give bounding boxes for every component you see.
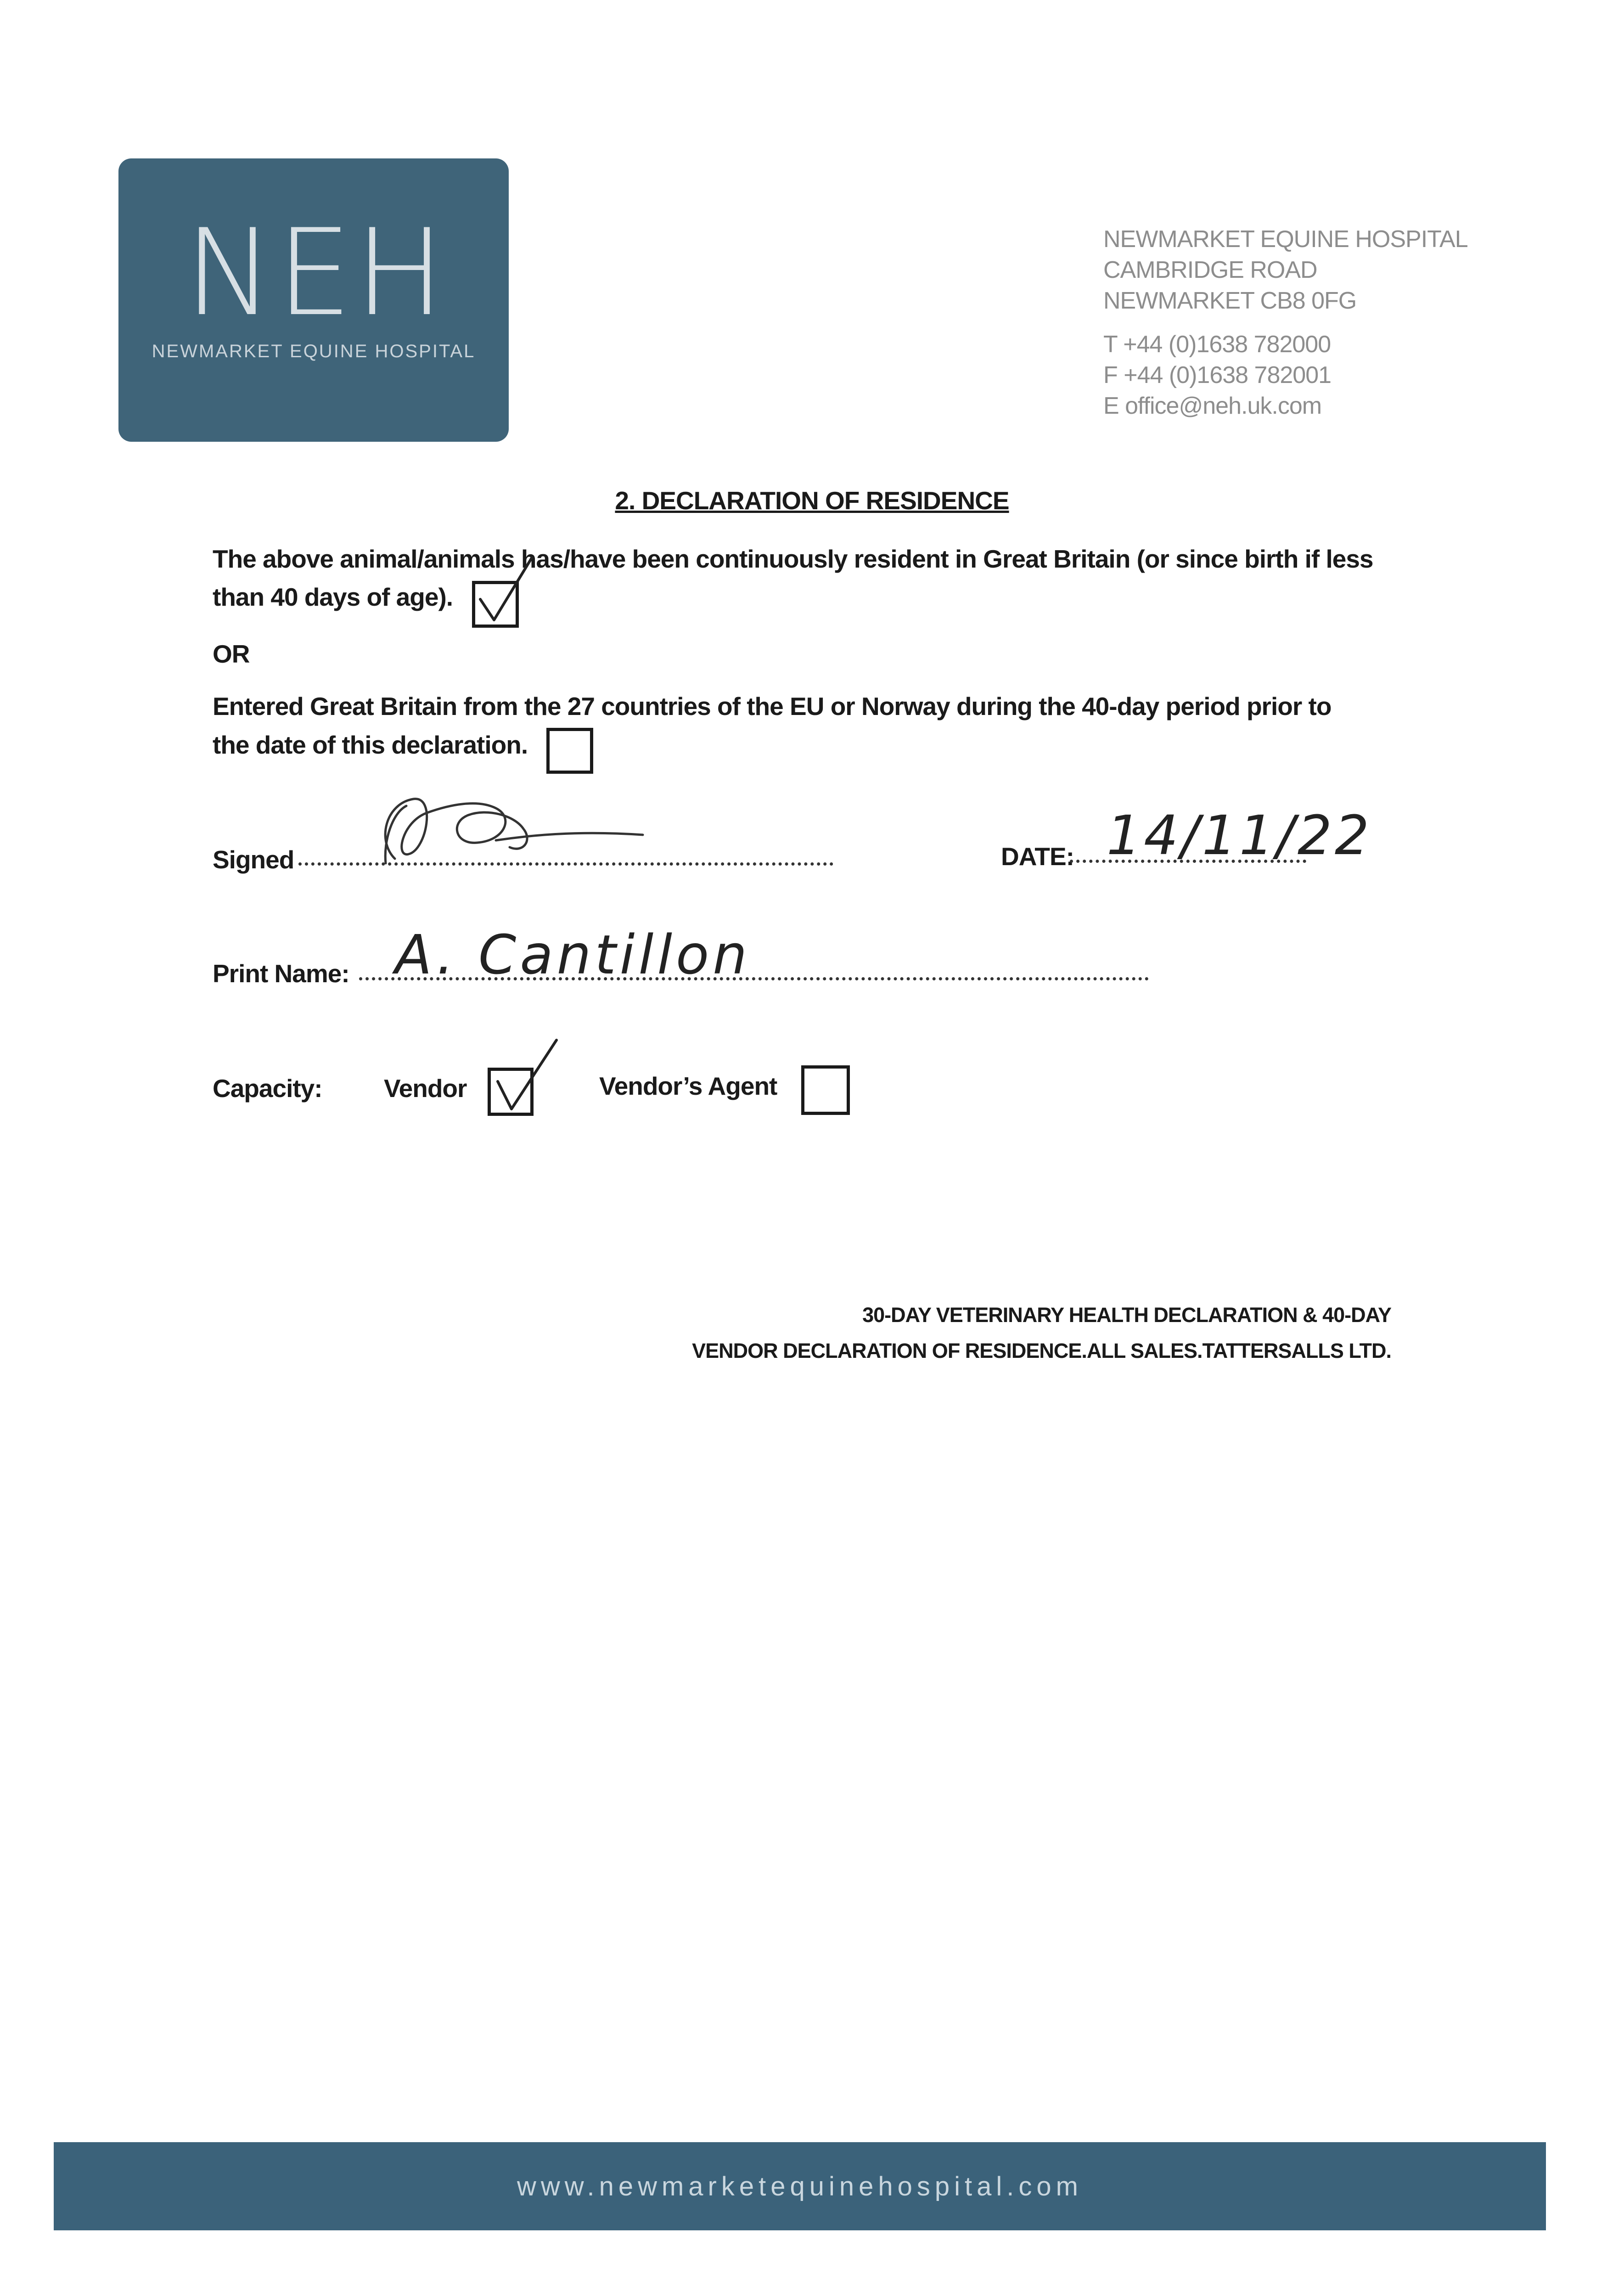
print-name-value: A. Cantillon bbox=[395, 923, 751, 986]
website-url[interactable]: www.newmarketequinehospital.com bbox=[517, 2171, 1083, 2201]
option1-check-mark bbox=[472, 556, 550, 634]
option1-line1: The above animal/animals has/have been continuously resident in Great Britain (or since birth if less bbox=[213, 545, 1373, 573]
vendor-check-mark bbox=[488, 1035, 570, 1118]
section-heading: 2. DECLARATION OF RESIDENCE bbox=[615, 486, 1009, 515]
address-email: E office@neh.uk.com bbox=[1103, 393, 1322, 419]
address-line-2: CAMBRIDGE ROAD bbox=[1103, 257, 1317, 283]
capacity-label: Capacity: bbox=[213, 1074, 322, 1103]
print-name-label: Print Name: bbox=[213, 959, 349, 988]
option2-line2: the date of this declaration. bbox=[213, 731, 528, 759]
agent-checkbox[interactable] bbox=[801, 1065, 850, 1115]
form-footer-line-1: 30-DAY VETERINARY HEALTH DECLARATION & 40-DAY bbox=[862, 1303, 1391, 1327]
address-fax: F +44 (0)1638 782001 bbox=[1103, 362, 1332, 388]
address-phone: T +44 (0)1638 782000 bbox=[1103, 331, 1331, 358]
address-line-3: NEWMARKET CB8 0FG bbox=[1103, 287, 1357, 314]
address-block bbox=[1103, 224, 1517, 422]
form-footer-line-2: VENDOR DECLARATION OF RESIDENCE.ALL SALES.TATTERSALLS LTD. bbox=[692, 1339, 1391, 1362]
form-footer bbox=[597, 1297, 1391, 1369]
option2-line1: Entered Great Britain from the 27 countries of the EU or Norway during the 40-day period prior to bbox=[213, 692, 1332, 720]
or-label: OR bbox=[213, 640, 250, 668]
logo-mark: NEH bbox=[184, 204, 448, 343]
option2-checkbox[interactable] bbox=[546, 728, 593, 774]
website-banner bbox=[54, 2142, 1546, 2230]
date-label: DATE: bbox=[1001, 842, 1074, 871]
signature bbox=[358, 771, 657, 877]
option1-line2: than 40 days of age). bbox=[213, 583, 453, 611]
address-line-1: NEWMARKET EQUINE HOSPITAL bbox=[1103, 226, 1468, 253]
vendor-label: Vendor bbox=[384, 1074, 467, 1103]
agent-label: Vendor’s Agent bbox=[599, 1072, 777, 1100]
logo-subtitle: NEWMARKET EQUINE HOSPITAL bbox=[152, 341, 476, 361]
signed-label: Signed bbox=[213, 845, 294, 874]
neh-logo bbox=[118, 158, 509, 442]
date-value: 14/11/22 bbox=[1107, 804, 1372, 867]
